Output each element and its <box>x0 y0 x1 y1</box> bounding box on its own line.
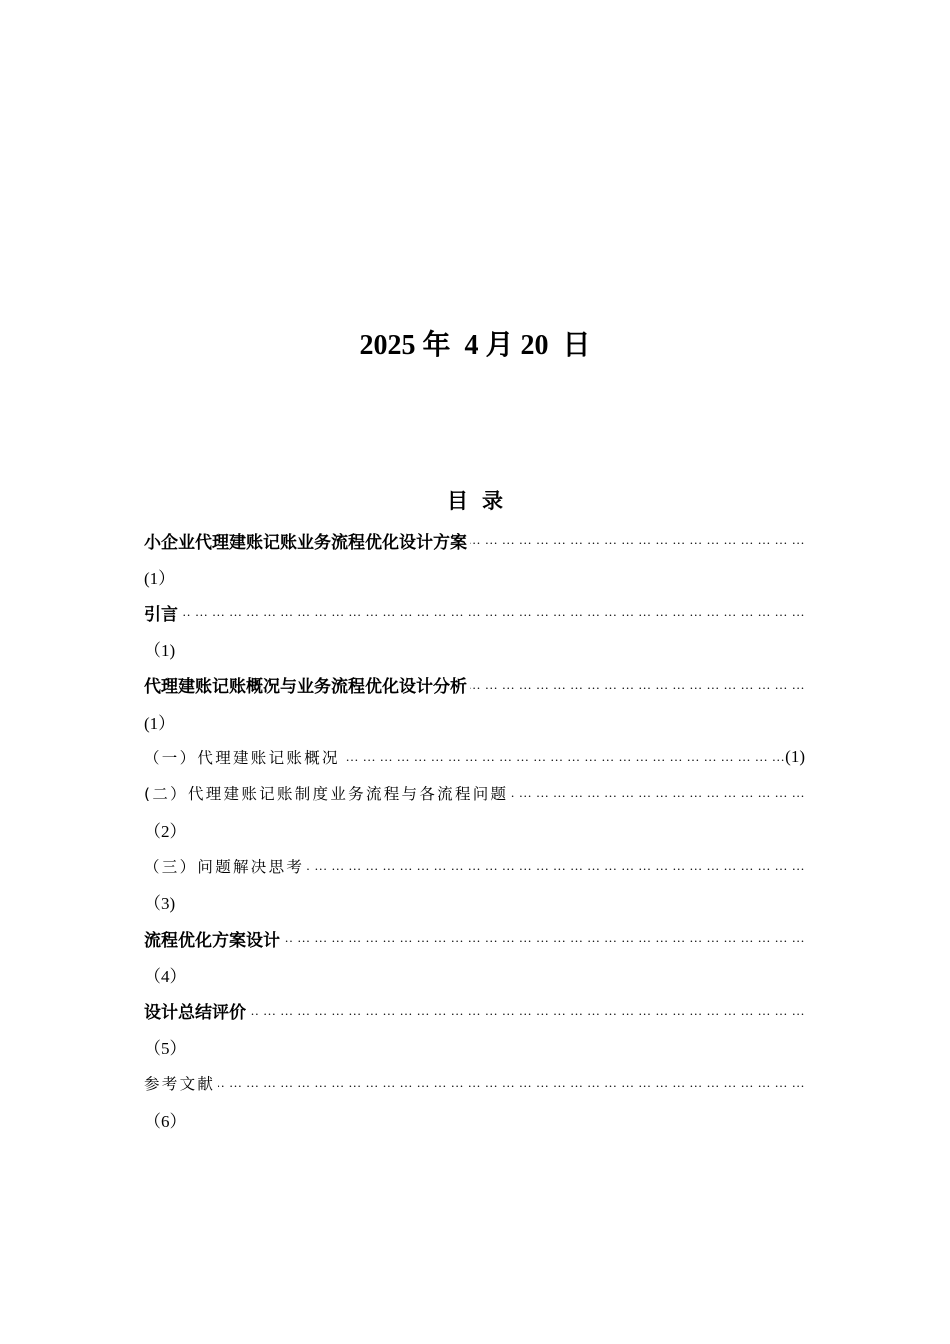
toc-entry-page: （5） <box>144 1039 187 1059</box>
toc-dot-leader <box>181 604 805 620</box>
toc-dot-leader <box>307 858 805 874</box>
toc-entry-page: (1) <box>785 747 805 767</box>
toc-entry-page: (1） <box>144 568 176 588</box>
toc-entry-title: （一）代理建账记账概况 <box>144 749 340 768</box>
toc-entry-title: 引言 <box>144 604 178 625</box>
toc-entry-page: （6） <box>144 1111 187 1131</box>
toc-entry[interactable] <box>144 594 805 630</box>
toc-entry[interactable] <box>144 848 805 884</box>
toc-entry-title: 参考文献 <box>144 1074 216 1093</box>
toc-entry[interactable] <box>144 992 805 1028</box>
toc-entry-title: 代理建账记账概况与业务流程优化设计分析 <box>144 677 467 698</box>
toc-entry[interactable] <box>144 522 805 558</box>
toc-entry-title: （三）问题解决思考 <box>144 857 305 876</box>
toc-entry-page: （1) <box>144 641 176 661</box>
toc-dot-leader <box>218 1075 805 1091</box>
toc-entry[interactable] <box>144 920 805 956</box>
toc-page-line <box>144 812 805 848</box>
toc-page-line <box>144 1029 805 1065</box>
toc-entry-page: (1） <box>144 713 176 733</box>
toc-page-line <box>144 703 805 739</box>
toc-page-line <box>144 631 805 667</box>
toc-title: 目录 <box>447 489 517 513</box>
toc-entry-title: (二）代理建账记账制度业务流程与各流程问题 <box>144 785 509 804</box>
toc-entry-page: （3) <box>144 894 176 914</box>
toc-page-line <box>144 1101 805 1137</box>
toc-entry[interactable] <box>144 667 805 703</box>
toc-entry[interactable] <box>144 775 805 811</box>
toc-entry-page: （2） <box>144 822 187 842</box>
toc-page-line <box>144 956 805 992</box>
toc-dot-leader <box>249 1003 805 1019</box>
toc-entry-title: 流程优化方案设计 <box>144 930 280 951</box>
toc-page-line <box>144 884 805 920</box>
toc-entry[interactable] <box>144 1065 805 1101</box>
table-of-contents <box>144 522 805 1137</box>
toc-entry-title: 设计总结评价 <box>144 1003 246 1024</box>
toc-entry-page: （4） <box>144 966 187 986</box>
document-date: 2025 年 4 月 20 日 <box>359 330 591 361</box>
toc-dot-leader <box>283 930 805 946</box>
toc-entry-title: 小企业代理建账记账业务流程优化设计方案 <box>144 532 467 553</box>
toc-page-line <box>144 558 805 594</box>
toc-entry[interactable] <box>144 739 805 775</box>
toc-dot-leader <box>470 532 805 548</box>
toc-dot-leader <box>343 749 785 765</box>
toc-dot-leader <box>511 785 805 801</box>
toc-dot-leader <box>470 677 805 693</box>
